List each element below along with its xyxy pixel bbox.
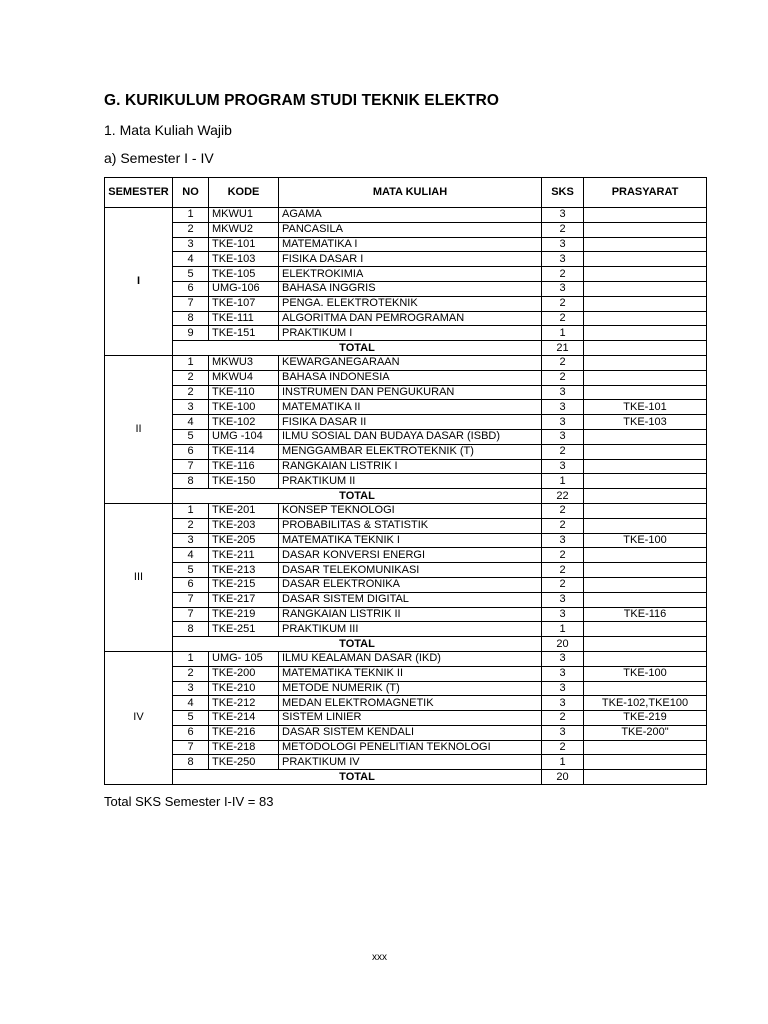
total-empty xyxy=(584,341,707,356)
col-header-mata-kuliah: MATA KULIAH xyxy=(279,178,542,208)
table-row xyxy=(105,267,707,282)
row-mata-kuliah: FISIKA DASAR II xyxy=(279,415,542,430)
row-no: 7 xyxy=(173,607,209,622)
row-sks: 3 xyxy=(542,651,584,666)
table-row xyxy=(105,740,707,755)
table-row xyxy=(105,400,707,415)
row-no: 5 xyxy=(173,563,209,578)
row-no: 5 xyxy=(173,429,209,444)
row-sks: 3 xyxy=(542,237,584,252)
row-no: 9 xyxy=(173,326,209,341)
row-no: 6 xyxy=(173,577,209,592)
total-row xyxy=(105,489,707,504)
row-kode: TKE-214 xyxy=(209,711,279,726)
table-row xyxy=(105,651,707,666)
row-kode: MKWU1 xyxy=(209,208,279,223)
row-sks: 3 xyxy=(542,429,584,444)
table-body xyxy=(105,208,707,785)
row-sks: 2 xyxy=(542,563,584,578)
row-sks: 1 xyxy=(542,622,584,637)
col-header-semester: SEMESTER xyxy=(105,178,173,208)
row-mata-kuliah: DASAR SISTEM KENDALI xyxy=(279,725,542,740)
total-label: TOTAL xyxy=(173,637,542,652)
table-row xyxy=(105,548,707,563)
table-row xyxy=(105,533,707,548)
row-no: 2 xyxy=(173,666,209,681)
total-row xyxy=(105,637,707,652)
row-prasyarat xyxy=(584,577,707,592)
row-sks: 2 xyxy=(542,355,584,370)
row-sks: 2 xyxy=(542,518,584,533)
row-prasyarat xyxy=(584,740,707,755)
total-row xyxy=(105,341,707,356)
table-row xyxy=(105,208,707,223)
row-mata-kuliah: ALGORITMA DAN PEMROGRAMAN xyxy=(279,311,542,326)
table-row xyxy=(105,429,707,444)
row-sks: 2 xyxy=(542,222,584,237)
row-kode: TKE-217 xyxy=(209,592,279,607)
row-sks: 2 xyxy=(542,711,584,726)
table-row xyxy=(105,444,707,459)
table-row xyxy=(105,459,707,474)
table-row xyxy=(105,563,707,578)
row-sks: 2 xyxy=(542,296,584,311)
row-no: 5 xyxy=(173,711,209,726)
table-row xyxy=(105,577,707,592)
row-prasyarat: TKE-102,TKE100 xyxy=(584,696,707,711)
col-header-sks: SKS xyxy=(542,178,584,208)
row-mata-kuliah: DASAR KONVERSI ENERGI xyxy=(279,548,542,563)
row-sks: 3 xyxy=(542,592,584,607)
row-kode: MKWU2 xyxy=(209,222,279,237)
row-prasyarat xyxy=(584,385,707,400)
row-kode: UMG-106 xyxy=(209,281,279,296)
row-kode: TKE-105 xyxy=(209,267,279,282)
row-no: 3 xyxy=(173,400,209,415)
row-prasyarat: TKE-219 xyxy=(584,711,707,726)
row-prasyarat: TKE-101 xyxy=(584,400,707,415)
row-mata-kuliah: BAHASA INGGRIS xyxy=(279,281,542,296)
row-prasyarat xyxy=(584,444,707,459)
row-kode: TKE-107 xyxy=(209,296,279,311)
table-row xyxy=(105,725,707,740)
row-mata-kuliah: FISIKA DASAR I xyxy=(279,252,542,267)
table-row xyxy=(105,385,707,400)
row-no: 7 xyxy=(173,296,209,311)
col-header-prasyarat: PRASYARAT xyxy=(584,178,707,208)
row-prasyarat xyxy=(584,755,707,770)
row-kode: TKE-205 xyxy=(209,533,279,548)
row-sks: 1 xyxy=(542,326,584,341)
row-no: 7 xyxy=(173,592,209,607)
table-row xyxy=(105,518,707,533)
row-mata-kuliah: PANCASILA xyxy=(279,222,542,237)
table-row xyxy=(105,311,707,326)
table-row xyxy=(105,281,707,296)
row-mata-kuliah: INSTRUMEN DAN PENGUKURAN xyxy=(279,385,542,400)
table-row xyxy=(105,252,707,267)
total-label: TOTAL xyxy=(173,770,542,785)
table-row xyxy=(105,370,707,385)
row-sks: 2 xyxy=(542,503,584,518)
row-no: 2 xyxy=(173,385,209,400)
row-kode: TKE-219 xyxy=(209,607,279,622)
total-sks: 20 xyxy=(542,770,584,785)
row-sks: 3 xyxy=(542,607,584,622)
row-no: 6 xyxy=(173,281,209,296)
row-mata-kuliah: KONSEP TEKNOLOGI xyxy=(279,503,542,518)
row-kode: TKE-251 xyxy=(209,622,279,637)
row-sks: 2 xyxy=(542,577,584,592)
row-no: 8 xyxy=(173,755,209,770)
row-prasyarat xyxy=(584,651,707,666)
row-prasyarat xyxy=(584,326,707,341)
total-empty xyxy=(584,489,707,504)
row-prasyarat xyxy=(584,267,707,282)
row-mata-kuliah: ILMU SOSIAL DAN BUDAYA DASAR (ISBD) xyxy=(279,429,542,444)
row-sks: 2 xyxy=(542,444,584,459)
row-mata-kuliah: PENGA. ELEKTROTEKNIK xyxy=(279,296,542,311)
table-row xyxy=(105,711,707,726)
row-sks: 1 xyxy=(542,474,584,489)
row-mata-kuliah: PRAKTIKUM IV xyxy=(279,755,542,770)
row-mata-kuliah: AGAMA xyxy=(279,208,542,223)
row-no: 8 xyxy=(173,622,209,637)
row-kode: TKE-110 xyxy=(209,385,279,400)
row-prasyarat xyxy=(584,355,707,370)
section-title: a) Semester I - IV xyxy=(104,150,214,166)
row-prasyarat xyxy=(584,563,707,578)
row-kode: TKE-216 xyxy=(209,725,279,740)
row-mata-kuliah: MEDAN ELEKTROMAGNETIK xyxy=(279,696,542,711)
total-label: TOTAL xyxy=(173,341,542,356)
row-kode: TKE-218 xyxy=(209,740,279,755)
row-no: 4 xyxy=(173,252,209,267)
row-sks: 3 xyxy=(542,681,584,696)
row-kode: MKWU3 xyxy=(209,355,279,370)
row-no: 1 xyxy=(173,503,209,518)
row-sks: 2 xyxy=(542,370,584,385)
row-mata-kuliah: RANGKAIAN LISTRIK I xyxy=(279,459,542,474)
row-mata-kuliah: PROBABILITAS & STATISTIK xyxy=(279,518,542,533)
row-kode: TKE-201 xyxy=(209,503,279,518)
table-row xyxy=(105,237,707,252)
total-empty xyxy=(584,637,707,652)
table-row xyxy=(105,296,707,311)
row-no: 2 xyxy=(173,222,209,237)
row-mata-kuliah: ELEKTROKIMIA xyxy=(279,267,542,282)
row-mata-kuliah: METODE NUMERIK (T) xyxy=(279,681,542,696)
row-no: 1 xyxy=(173,355,209,370)
row-no: 4 xyxy=(173,548,209,563)
row-kode: TKE-100 xyxy=(209,400,279,415)
row-mata-kuliah: MATEMATIKA I xyxy=(279,237,542,252)
table-row xyxy=(105,622,707,637)
row-sks: 3 xyxy=(542,459,584,474)
row-prasyarat: TKE-200" xyxy=(584,725,707,740)
table-row xyxy=(105,755,707,770)
row-no: 3 xyxy=(173,237,209,252)
row-sks: 2 xyxy=(542,548,584,563)
row-prasyarat xyxy=(584,222,707,237)
row-prasyarat xyxy=(584,281,707,296)
total-sks: 21 xyxy=(542,341,584,356)
row-kode: TKE-211 xyxy=(209,548,279,563)
col-header-kode: KODE xyxy=(209,178,279,208)
row-kode: TKE-116 xyxy=(209,459,279,474)
table-header-row xyxy=(105,178,707,208)
row-sks: 2 xyxy=(542,311,584,326)
row-kode: TKE-212 xyxy=(209,696,279,711)
row-mata-kuliah: KEWARGANEGARAAN xyxy=(279,355,542,370)
row-kode: TKE-200 xyxy=(209,666,279,681)
row-sks: 3 xyxy=(542,696,584,711)
row-prasyarat xyxy=(584,518,707,533)
row-kode: TKE-250 xyxy=(209,755,279,770)
row-prasyarat xyxy=(584,296,707,311)
row-prasyarat xyxy=(584,622,707,637)
row-mata-kuliah: DASAR SISTEM DIGITAL xyxy=(279,592,542,607)
row-kode: TKE-102 xyxy=(209,415,279,430)
row-kode: TKE-111 xyxy=(209,311,279,326)
total-label: TOTAL xyxy=(173,489,542,504)
row-kode: UMG- 105 xyxy=(209,651,279,666)
row-kode: TKE-150 xyxy=(209,474,279,489)
row-sks: 3 xyxy=(542,533,584,548)
row-prasyarat xyxy=(584,208,707,223)
table-row xyxy=(105,503,707,518)
row-sks: 3 xyxy=(542,208,584,223)
row-prasyarat xyxy=(584,548,707,563)
row-mata-kuliah: DASAR TELEKOMUNIKASI xyxy=(279,563,542,578)
row-kode: TKE-215 xyxy=(209,577,279,592)
row-no: 1 xyxy=(173,208,209,223)
row-prasyarat: TKE-100 xyxy=(584,533,707,548)
table-row xyxy=(105,355,707,370)
row-prasyarat: TKE-100 xyxy=(584,666,707,681)
table-row xyxy=(105,592,707,607)
row-prasyarat xyxy=(584,474,707,489)
row-no: 2 xyxy=(173,518,209,533)
row-kode: TKE-210 xyxy=(209,681,279,696)
table-row xyxy=(105,681,707,696)
row-prasyarat: TKE-103 xyxy=(584,415,707,430)
page-heading: G. KURIKULUM PROGRAM STUDI TEKNIK ELEKTRO xyxy=(104,92,500,109)
row-no: 7 xyxy=(173,459,209,474)
subheading: 1. Mata Kuliah Wajib xyxy=(104,122,232,138)
row-kode: TKE-103 xyxy=(209,252,279,267)
row-kode: TKE-101 xyxy=(209,237,279,252)
semester-label: IV xyxy=(105,651,173,784)
col-header-no: NO xyxy=(173,178,209,208)
row-no: 3 xyxy=(173,533,209,548)
row-prasyarat xyxy=(584,311,707,326)
row-sks: 3 xyxy=(542,415,584,430)
row-prasyarat xyxy=(584,237,707,252)
row-prasyarat xyxy=(584,459,707,474)
row-mata-kuliah: SISTEM LINIER xyxy=(279,711,542,726)
row-kode: TKE-203 xyxy=(209,518,279,533)
total-sks-note: Total SKS Semester I-IV = 83 xyxy=(104,794,274,809)
row-sks: 3 xyxy=(542,725,584,740)
row-prasyarat xyxy=(584,592,707,607)
row-mata-kuliah: RANGKAIAN LISTRIK II xyxy=(279,607,542,622)
total-sks: 22 xyxy=(542,489,584,504)
row-sks: 3 xyxy=(542,281,584,296)
table-row xyxy=(105,666,707,681)
row-prasyarat: TKE-116 xyxy=(584,607,707,622)
row-sks: 3 xyxy=(542,252,584,267)
row-sks: 2 xyxy=(542,740,584,755)
total-sks: 20 xyxy=(542,637,584,652)
row-kode: MKWU4 xyxy=(209,370,279,385)
semester-label: II xyxy=(105,355,173,503)
row-prasyarat xyxy=(584,681,707,696)
row-kode: TKE-114 xyxy=(209,444,279,459)
row-no: 7 xyxy=(173,740,209,755)
row-no: 3 xyxy=(173,681,209,696)
row-mata-kuliah: PRAKTIKUM I xyxy=(279,326,542,341)
row-no: 8 xyxy=(173,311,209,326)
total-row xyxy=(105,770,707,785)
row-kode: TKE-151 xyxy=(209,326,279,341)
row-no: 1 xyxy=(173,651,209,666)
page-number: xxx xyxy=(372,952,387,963)
row-prasyarat xyxy=(584,429,707,444)
table-row xyxy=(105,222,707,237)
row-no: 2 xyxy=(173,370,209,385)
row-prasyarat xyxy=(584,370,707,385)
row-mata-kuliah: DASAR ELEKTRONIKA xyxy=(279,577,542,592)
row-sks: 3 xyxy=(542,385,584,400)
row-mata-kuliah: MATEMATIKA TEKNIK I xyxy=(279,533,542,548)
row-mata-kuliah: BAHASA INDONESIA xyxy=(279,370,542,385)
row-mata-kuliah: PRAKTIKUM III xyxy=(279,622,542,637)
table-row xyxy=(105,474,707,489)
row-mata-kuliah: METODOLOGI PENELITIAN TEKNOLOGI xyxy=(279,740,542,755)
row-no: 4 xyxy=(173,696,209,711)
row-kode: TKE-213 xyxy=(209,563,279,578)
row-mata-kuliah: MENGGAMBAR ELEKTROTEKNIK (T) xyxy=(279,444,542,459)
table-row xyxy=(105,607,707,622)
semester-label: III xyxy=(105,503,173,651)
row-prasyarat xyxy=(584,252,707,267)
row-no: 6 xyxy=(173,725,209,740)
row-mata-kuliah: MATEMATIKA TEKNIK II xyxy=(279,666,542,681)
row-sks: 2 xyxy=(542,267,584,282)
row-mata-kuliah: MATEMATIKA II xyxy=(279,400,542,415)
row-mata-kuliah: PRAKTIKUM II xyxy=(279,474,542,489)
row-no: 5 xyxy=(173,267,209,282)
row-sks: 3 xyxy=(542,400,584,415)
row-mata-kuliah: ILMU KEALAMAN DASAR (IKD) xyxy=(279,651,542,666)
curriculum-table xyxy=(104,177,707,785)
row-sks: 3 xyxy=(542,666,584,681)
row-prasyarat xyxy=(584,503,707,518)
row-no: 8 xyxy=(173,474,209,489)
semester-label: I xyxy=(105,208,173,356)
row-kode: UMG -104 xyxy=(209,429,279,444)
table-row xyxy=(105,415,707,430)
table-row xyxy=(105,696,707,711)
total-empty xyxy=(584,770,707,785)
row-no: 4 xyxy=(173,415,209,430)
row-sks: 1 xyxy=(542,755,584,770)
row-no: 6 xyxy=(173,444,209,459)
table-row xyxy=(105,326,707,341)
